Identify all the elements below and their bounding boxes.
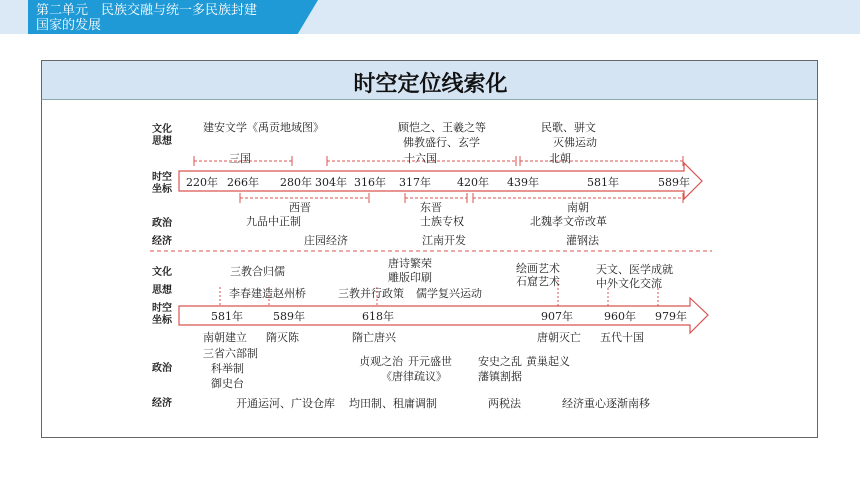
culture-item: 天文、医学成就 (596, 263, 673, 276)
event-label: 隋灭陈 (266, 331, 299, 344)
label-economy-1: 经济 (152, 236, 172, 247)
culture-item: 三教并行政策 (338, 287, 404, 300)
year-label: 317年 (399, 176, 431, 189)
period-label: 北朝 (549, 152, 571, 165)
economy-item: 两税法 (488, 397, 521, 410)
politics-item: 安史之乱 (478, 355, 522, 368)
year-label: 907年 (541, 310, 573, 323)
label-politics-1: 政治 (152, 218, 172, 229)
politics-item: 御史台 (211, 377, 244, 390)
label-spacetime-2a: 时空 (152, 303, 172, 314)
label-thought-1: 思想 (152, 136, 172, 147)
event-label: 南朝建立 (203, 331, 247, 344)
politics-item: 黄巢起义 (526, 355, 570, 368)
economy-item: 江南开发 (422, 234, 466, 247)
politics-item: 九品中正制 (246, 215, 301, 228)
year-label: 979年 (655, 310, 687, 323)
economy-item: 均田制、租庸调制 (349, 397, 437, 410)
period-label: 十六国 (404, 152, 437, 165)
culture-item: 绘画艺术 (516, 262, 560, 275)
period-label: 三国 (229, 152, 251, 165)
year-label: 589年 (658, 176, 690, 189)
label-culture-1: 文化 (152, 124, 172, 135)
politics-item: 北魏孝文帝改革 (530, 215, 607, 228)
year-label: 304年 (315, 176, 347, 189)
culture-item: 灭佛运动 (553, 136, 597, 149)
event-label: 隋亡唐兴 (352, 331, 396, 344)
year-label: 420年 (457, 176, 489, 189)
year-label: 960年 (604, 310, 636, 323)
label-economy-2: 经济 (152, 398, 172, 409)
culture-item: 中外文化交流 (596, 277, 662, 290)
label-spacetime-1a: 时空 (152, 172, 172, 183)
economy-item: 开通运河、广设仓库 (236, 397, 335, 410)
period-label: 南朝 (567, 201, 589, 214)
culture-item: 李春建造赵州桥 (229, 287, 306, 300)
label-spacetime-2b: 坐标 (152, 315, 172, 326)
politics-item: 三省六部制 (203, 347, 258, 360)
politics-item: 藩镇割据 (478, 370, 522, 383)
politics-item: 士族专权 (420, 215, 464, 228)
economy-item: 经济重心逐渐南移 (562, 397, 650, 410)
politics-item: 科举制 (211, 362, 244, 375)
culture-item: 三教合归儒 (230, 265, 285, 278)
year-label: 220年 (186, 176, 218, 189)
economy-item: 灌钢法 (566, 234, 599, 247)
year-label: 581年 (211, 310, 243, 323)
year-label: 316年 (354, 176, 386, 189)
politics-item: 开元盛世 (408, 355, 452, 368)
culture-item: 民歌、骈文 (541, 121, 596, 134)
label-thought-2: 思想 (152, 285, 172, 296)
year-label: 280年 (280, 176, 312, 189)
label-spacetime-1b: 坐标 (152, 184, 172, 195)
culture-item: 佛教盛行、玄学 (403, 136, 480, 149)
culture-item: 唐诗繁荣 (388, 257, 432, 270)
panel-title: 时空定位线索化 (353, 72, 508, 97)
culture-item: 顾恺之、王羲之等 (398, 121, 486, 134)
unit-title-line2: 国家的发展 (36, 17, 102, 32)
period-label: 东晋 (420, 201, 442, 214)
year-label: 266年 (227, 176, 259, 189)
culture-item: 建安文学《禹贡地域图》 (203, 121, 324, 134)
culture-item: 儒学复兴运动 (416, 287, 482, 300)
label-politics-2: 政治 (152, 363, 172, 374)
unit-title-line1: 第二单元 民族交融与统一多民族封建 (36, 2, 258, 17)
year-label: 618年 (362, 310, 394, 323)
event-label: 唐朝灭亡 (537, 331, 581, 344)
period-label: 西晋 (289, 201, 311, 214)
economy-item: 庄园经济 (304, 234, 348, 247)
politics-item: 贞观之治 (359, 355, 403, 368)
culture-item: 雕版印刷 (388, 271, 432, 284)
label-culture-2: 文化 (152, 267, 172, 278)
year-label: 439年 (507, 176, 539, 189)
year-label: 581年 (587, 176, 619, 189)
year-label: 589年 (273, 310, 305, 323)
culture-item: 石窟艺术 (516, 275, 560, 288)
event-label: 五代十国 (600, 331, 644, 344)
politics-item: 《唐律疏议》 (381, 370, 447, 383)
